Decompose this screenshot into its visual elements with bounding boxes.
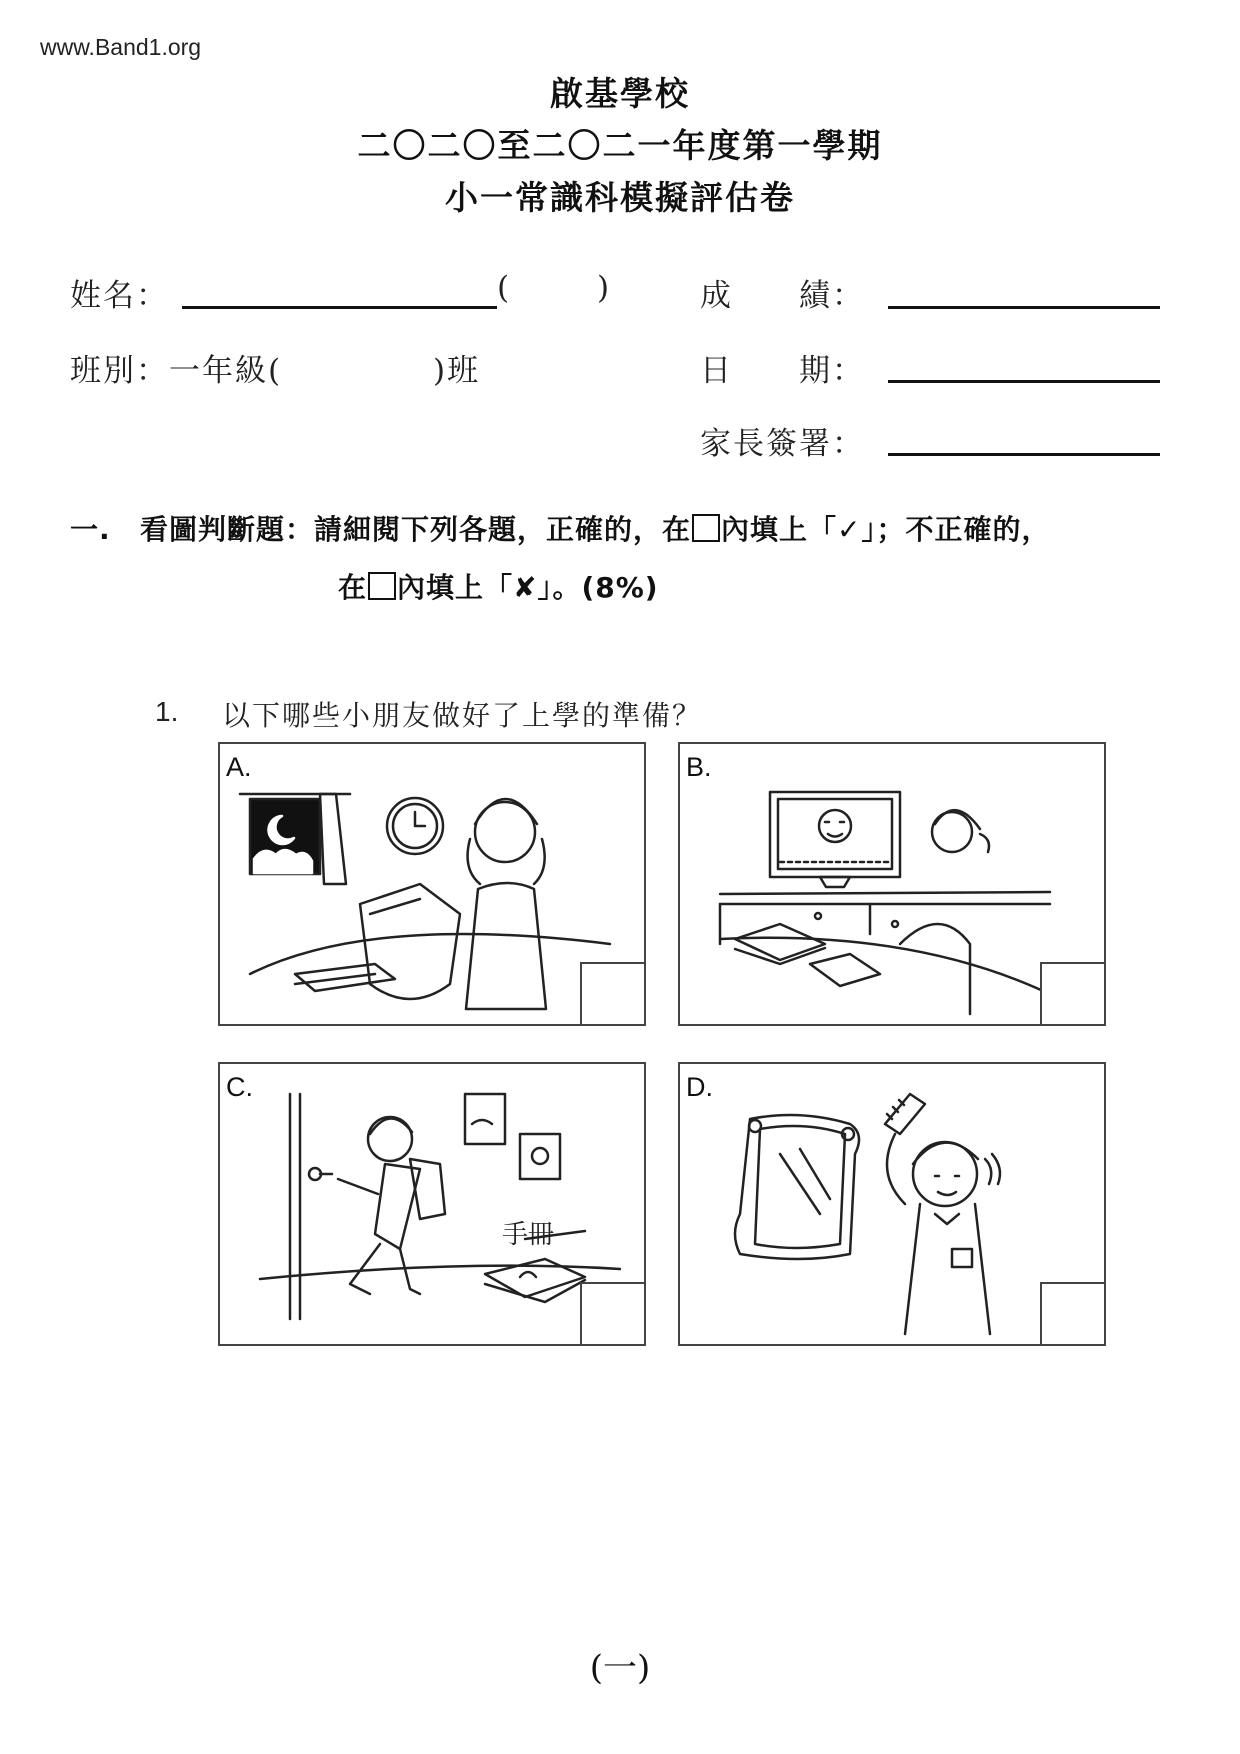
panel-a (218, 742, 646, 1026)
panel-letter: C. (226, 1072, 253, 1102)
panel-letter: B. (686, 752, 712, 782)
name-field[interactable] (182, 306, 497, 309)
parent-signature-field[interactable] (888, 453, 1160, 456)
panel-letter: A. (226, 752, 252, 782)
date-label: 日 期： (700, 353, 865, 389)
parent-signature-label: 家長簽署： (700, 426, 865, 462)
class-number-open: ( (497, 270, 510, 306)
class-number-close: ) (597, 270, 610, 306)
watermark: www.Band1.org (40, 34, 202, 60)
panel-b (678, 742, 1106, 1026)
term-title: 二〇二〇至二〇二一年度第一學期 (357, 126, 883, 165)
handbook-label: 手冊 (502, 1220, 555, 1250)
class-label: 班別：一年級( (70, 353, 283, 389)
date-field[interactable] (888, 380, 1160, 383)
tickbox-icon (692, 514, 720, 542)
page-number: (一) (589, 1648, 651, 1688)
exam-title: 小一常識科模擬評估卷 (445, 178, 795, 217)
tickbox-icon (368, 572, 396, 600)
section-instruction-line2 (338, 566, 659, 606)
section-instruction-line1 (140, 508, 1050, 548)
panel-c (218, 1062, 646, 1346)
name-label: 姓名： (70, 278, 169, 314)
answer-box-b[interactable] (1040, 962, 1106, 1026)
school-name: 啟基學校 (550, 74, 690, 113)
instruction-text-b: 內填上「✓」；不正確的， (721, 513, 1051, 546)
answer-box-c[interactable] (580, 1282, 646, 1346)
question-number: 1. (155, 696, 179, 727)
question-text: 以下哪些小朋友做好了上學的準備？ (222, 699, 703, 732)
section-number: 一. (70, 513, 111, 546)
panel-d (678, 1062, 1106, 1346)
class-suffix: )班 (433, 353, 481, 389)
panel-letter: D. (686, 1072, 713, 1102)
instruction-text-c: 在 (338, 571, 368, 604)
score-field[interactable] (888, 306, 1160, 309)
answer-box-a[interactable] (580, 962, 646, 1026)
answer-box-d[interactable] (1040, 1282, 1106, 1346)
instruction-text-d: 內填上「✘」。(8%) (397, 571, 659, 604)
score-label: 成 績： (700, 278, 865, 314)
instruction-text-a: 看圖判斷題：請細閱下列各題，正確的，在 (140, 513, 692, 546)
